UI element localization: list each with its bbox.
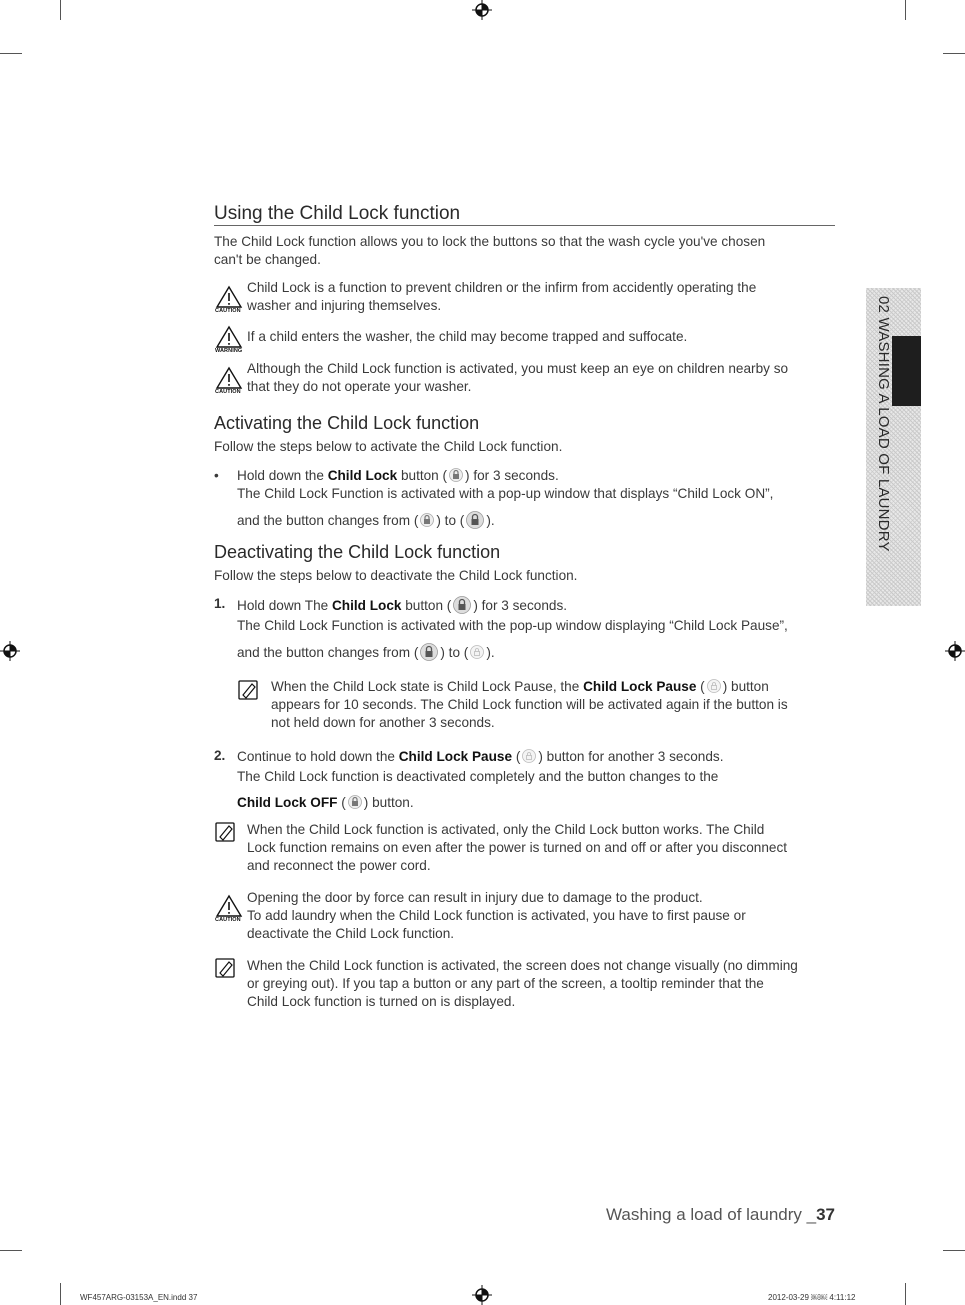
text-line: Child Lock function is turned on is displayed. <box>247 994 516 1009</box>
warning-triangle-icon <box>215 325 243 349</box>
text-line: Opening the door by force can result in injury due to damage to the product. <box>247 890 703 905</box>
text-line: When the Child Lock function is activated, only the Child Lock button works. The Child <box>247 822 765 837</box>
text-run: When the Child Lock state is Child Lock Pause, the <box>271 679 584 694</box>
text-line: or greying out). If you tap a button or any part of the screen, a tooltip reminder that the <box>247 976 764 991</box>
warning-text <box>247 328 687 346</box>
caution-text <box>247 360 788 396</box>
child-lock-pause-button-icon <box>522 749 536 763</box>
caution-label: CAUTION <box>215 917 241 923</box>
page-footer <box>606 1205 835 1225</box>
text-run: Hold down the <box>237 468 328 483</box>
child-lock-button-icon <box>420 643 438 661</box>
text-line: Child Lock is a function to prevent children or the infirm from accidently operating the <box>247 280 757 295</box>
subsection-title: Activating the Child Lock function <box>214 413 480 433</box>
child-lock-button-icon <box>466 511 484 529</box>
registration-mark-icon <box>945 641 965 661</box>
text-run: ) button for another 3 seconds. <box>538 749 724 764</box>
caution-triangle-icon <box>215 366 243 390</box>
crop-mark <box>0 53 22 54</box>
section-title-rule <box>214 225 835 226</box>
text-run: ) button. <box>363 795 414 810</box>
text-line: appears for 10 seconds. The Child Lock function will be activated again if the button is <box>271 697 788 712</box>
text-run: ( <box>696 679 705 694</box>
text-run: ( <box>512 749 521 764</box>
child-lock-button-icon <box>420 513 434 527</box>
registration-mark-icon <box>472 1285 492 1305</box>
step-number: 1. <box>214 596 226 611</box>
note-text <box>247 957 798 1011</box>
note-text <box>271 678 788 732</box>
warning-label: WARNING <box>215 348 243 354</box>
text-line: not held down for another 3 seconds. <box>271 715 495 730</box>
deactivating-step-2 <box>237 748 724 812</box>
text-run: ). <box>486 513 495 528</box>
registration-mark-icon <box>472 0 492 20</box>
button-name: Child Lock Pause <box>583 679 697 694</box>
text-run: ( <box>337 795 346 810</box>
text-line <box>237 748 724 766</box>
print-slug-left: WF457ARG-03153A_EN.indd 37 <box>80 1293 198 1302</box>
text-run: ) to ( <box>436 513 465 528</box>
button-name: Child Lock <box>327 468 398 483</box>
text-run: Continue to hold down the <box>237 749 399 764</box>
section-title: Using the Child Lock function <box>214 203 461 224</box>
text-line <box>237 794 724 812</box>
print-slug-right: 2012-03-29 ￼￼ 4:11:12 <box>768 1293 856 1302</box>
text-line: can't be changed. <box>214 252 321 267</box>
crop-mark <box>60 1283 61 1305</box>
note-pencil-icon <box>215 958 237 980</box>
text-line: Lock function remains on even after the power is turned on and off or after you disconnect <box>247 840 788 855</box>
step-number: 2. <box>214 748 226 763</box>
text-line: Although the Child Lock function is activated, you must keep an eye on children nearby so <box>247 361 789 376</box>
text-run: ) for 3 seconds. <box>465 468 559 483</box>
text-run: button ( <box>397 468 448 483</box>
text-line <box>237 596 788 615</box>
text-run: and the button changes from ( <box>237 513 419 528</box>
text-run: ) to ( <box>440 645 469 660</box>
note-pencil-icon <box>238 680 260 702</box>
subsection-intro: Follow the steps below to deactivate the Child Lock function. <box>214 568 578 583</box>
text-run: ). <box>486 645 495 660</box>
caution-triangle-icon <box>215 285 243 309</box>
crop-mark <box>943 53 965 54</box>
chapter-side-label: 02 WASHING A LOAD OF LAUNDRY <box>875 296 892 552</box>
subsection-title: Deactivating the Child Lock function <box>214 542 501 562</box>
text-run: ) button <box>722 679 769 694</box>
text-line: To add laundry when the Child Lock function is activated, you have to first pause or <box>247 908 746 923</box>
text-line: that they do not operate your washer. <box>247 379 472 394</box>
child-lock-pause-button-icon <box>707 679 721 693</box>
caution-label: CAUTION <box>215 389 241 395</box>
footer-title: Washing a load of laundry _ <box>605 1205 817 1224</box>
text-line: The Child Lock function is deactivated completely and the button changes to the <box>237 769 719 784</box>
page-number: 37 <box>816 1205 835 1224</box>
note-pencil-icon <box>215 822 237 844</box>
button-name: Child Lock <box>331 598 402 613</box>
text-line <box>271 678 788 696</box>
note-text <box>247 821 787 875</box>
button-name: Child Lock OFF <box>237 795 338 810</box>
text-line <box>237 467 773 485</box>
child-lock-button-icon <box>453 596 471 614</box>
text-line: The Child Lock function allows you to lock the buttons so that the wash cycle you've chosen <box>214 234 766 249</box>
child-lock-button-icon <box>348 795 362 809</box>
subsection-intro: Follow the steps below to activate the Child Lock function. <box>214 439 563 454</box>
text-line: deactivate the Child Lock function. <box>247 926 455 941</box>
deactivating-step-1 <box>237 596 788 662</box>
registration-mark-icon <box>0 641 20 661</box>
text-run: button ( <box>401 598 452 613</box>
crop-mark <box>60 0 61 20</box>
text-line: If a child enters the washer, the child may become trapped and suffocate. <box>247 329 688 344</box>
caution-text <box>247 279 756 315</box>
crop-mark <box>905 0 906 20</box>
activating-step <box>237 467 773 530</box>
section-intro <box>214 233 765 269</box>
button-name: Child Lock Pause <box>398 749 513 764</box>
text-line <box>237 643 788 662</box>
bullet-marker: • <box>214 468 219 483</box>
text-line: The Child Lock Function is activated with a pop-up window that displays “Child Lock ON”, <box>237 486 774 501</box>
child-lock-button-icon <box>449 468 463 482</box>
child-lock-pause-button-icon <box>470 645 484 659</box>
crop-mark <box>905 1283 906 1305</box>
text-line <box>237 511 773 530</box>
caution-triangle-icon <box>215 894 243 918</box>
crop-mark <box>0 1250 22 1251</box>
caution-text <box>247 889 746 943</box>
text-line: The Child Lock Function is activated with the pop-up window displaying “Child Lock Pause”, <box>237 618 788 633</box>
text-run: Hold down The <box>237 598 332 613</box>
text-line: and reconnect the power cord. <box>247 858 431 873</box>
text-line: When the Child Lock function is activated, the screen does not change visually (no dimming <box>247 958 798 973</box>
chapter-side-marker <box>892 336 921 406</box>
text-run: and the button changes from ( <box>237 645 419 660</box>
text-run: ) for 3 seconds. <box>473 598 568 613</box>
caution-label: CAUTION <box>215 308 241 314</box>
text-line: washer and injuring themselves. <box>247 298 442 313</box>
crop-mark <box>943 1250 965 1251</box>
